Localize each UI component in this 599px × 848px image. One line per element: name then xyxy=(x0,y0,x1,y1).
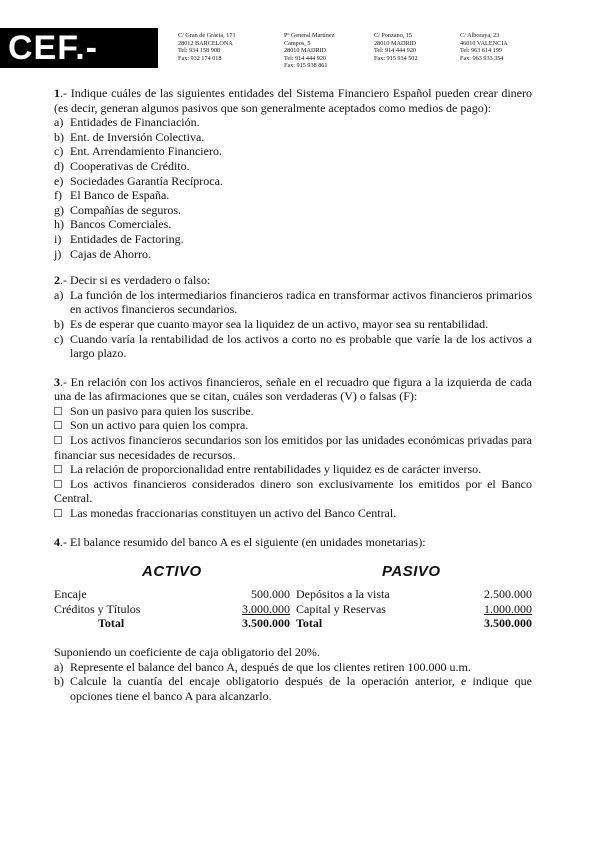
address-line: Tel: 963 614 199 xyxy=(460,47,503,55)
item-text: La relación de proporcionalidad entre rentabilidades y liquidez es de carácter inverso. xyxy=(70,462,482,477)
item-text: La función de los intermediarios financieros radica en transformar activos financieros primarios en activos financieros secundarios. xyxy=(70,287,532,317)
question-number: 4 xyxy=(54,534,60,549)
list-item xyxy=(54,188,532,203)
question-1 xyxy=(54,86,532,115)
item-text: Cooperativas de Crédito. xyxy=(70,158,190,173)
activo-value: 3.000.000 xyxy=(242,601,290,616)
item-marker: b) xyxy=(54,129,64,144)
item-text: Sociedades Garantía Recíproca. xyxy=(70,173,223,188)
address-line: Fax: 915 938 861 xyxy=(284,62,328,70)
address-line: Fax: 963 933 354 xyxy=(460,54,504,62)
question-3-statements xyxy=(54,404,532,521)
answer-checkbox[interactable] xyxy=(54,509,62,517)
activo-label: Encaje xyxy=(54,587,87,602)
item-text: Entidades de Factoring. xyxy=(70,231,184,246)
pasivo-heading: PASIVO xyxy=(382,563,441,581)
activo-total-label: Total xyxy=(98,616,125,631)
pasivo-label: Depósitos a la vista xyxy=(296,587,390,602)
pasivo-value: 1.000.000 xyxy=(484,601,532,616)
item-text: Bancos Comerciales. xyxy=(70,217,172,232)
item-text: Los activos financieros considerados dinero son exclusivamente los emitidos por el Banco Central. xyxy=(54,476,532,506)
item-text: Son un pasivo para quien los suscribe. xyxy=(70,403,254,418)
item-text: Calcule la cuantía del encaje obligatorio después de la operación anterior, e indique que opciones tiene el banco A para alcanzarlo. xyxy=(70,674,532,703)
item-text: Los activos financieros secundarios son los emitidos por las unidades económicas privadas para financiar sus necesidades de recursos. xyxy=(54,433,532,462)
list-item xyxy=(54,418,532,433)
answer-checkbox[interactable] xyxy=(54,480,62,488)
table-row xyxy=(54,602,532,617)
item-marker: a) xyxy=(54,659,64,674)
item-marker: h) xyxy=(54,217,64,232)
exercise-content xyxy=(54,86,532,703)
totals-row xyxy=(54,616,532,631)
list-item xyxy=(54,332,532,361)
list-item xyxy=(54,247,532,262)
pasivo-label: Capital y Reservas xyxy=(296,601,386,616)
item-text: El Banco de España. xyxy=(70,188,170,203)
list-item xyxy=(54,217,532,232)
list-item xyxy=(54,159,532,174)
question-text: .- Indique cuáles de las siguientes entidades del Sistema Financiero Español pueden crear dinero (es decir, generan algunos pasivos que son generalmente aceptados como medios de pago): xyxy=(54,86,532,115)
question-number: 1 xyxy=(54,86,60,100)
address-line: 28012 BARCELONA xyxy=(178,39,233,47)
list-item xyxy=(54,115,532,130)
list-item xyxy=(54,462,532,477)
address-line: Tel: 934 158 908 xyxy=(178,47,221,55)
balance-headers xyxy=(54,565,532,587)
list-item xyxy=(54,288,532,317)
pasivo-total-label: Total xyxy=(296,616,323,631)
item-text: Es de esperar que cuanto mayor sea la liquidez de un activo, mayor sea su rentabilidad. xyxy=(70,316,489,331)
item-text: Entidades de Financiación. xyxy=(70,115,200,130)
answer-checkbox[interactable] xyxy=(54,465,62,473)
answer-checkbox[interactable] xyxy=(54,436,62,444)
list-item xyxy=(54,203,532,218)
address-valencia xyxy=(460,32,508,62)
list-item xyxy=(54,404,532,419)
item-text: Compañías de seguros. xyxy=(70,202,181,217)
item-marker: b) xyxy=(54,674,64,689)
address-madrid-ponzano xyxy=(374,32,418,62)
address-line: Pº General Martínez xyxy=(284,32,335,39)
balance-table xyxy=(54,587,532,631)
item-marker: d) xyxy=(54,158,64,173)
question-3 xyxy=(54,375,532,404)
address-line: Fax: 915 934 502 xyxy=(374,54,418,62)
item-marker: c) xyxy=(54,331,64,346)
address-madrid-general xyxy=(284,32,334,70)
item-text: Cuando varía la rentabilidad de los activos a corto no es probable que varíe la de los activos a largo plazo. xyxy=(70,331,532,361)
question-4-tasks xyxy=(54,660,532,704)
reserve-coefficient-text: Suponiendo un coeficiente de caja obligatorio del 20%. xyxy=(54,645,320,659)
activo-total-value: 3.500.000 xyxy=(242,616,290,631)
question-number: 2 xyxy=(54,273,60,288)
item-marker: b) xyxy=(54,316,64,331)
list-item xyxy=(54,144,532,159)
question-number: 3 xyxy=(54,374,60,389)
item-marker: f) xyxy=(54,188,62,203)
address-line: 28010 MADRID xyxy=(284,47,327,55)
item-text: Son un activo para quien los compra. xyxy=(70,418,249,433)
address-line: Tel: 914 444 920 xyxy=(374,47,417,55)
address-line: Tel: 914 444 920 xyxy=(284,54,327,62)
cef-logo: CEF.- xyxy=(0,28,158,68)
pasivo-total-value: 3.500.000 xyxy=(484,616,532,631)
list-item xyxy=(54,674,532,703)
question-2 xyxy=(54,273,532,288)
address-line: C/ Ponzano, 15 xyxy=(374,32,412,39)
list-item xyxy=(54,506,532,521)
item-text: Cajas de Ahorro. xyxy=(70,246,151,261)
page-header xyxy=(0,22,599,82)
item-marker: a) xyxy=(54,115,64,130)
list-item xyxy=(54,317,532,332)
item-marker: e) xyxy=(54,173,64,188)
list-item xyxy=(54,174,532,189)
list-item xyxy=(54,130,532,145)
item-marker: g) xyxy=(54,202,64,217)
question-text: .- Decir si es verdadero o falso: xyxy=(60,273,211,288)
pasivo-value: 2.500.000 xyxy=(484,587,532,602)
activo-label: Créditos y Títulos xyxy=(54,601,141,616)
question-4 xyxy=(54,535,532,550)
question-text: .- En relación con los activos financieros, señale en el recuadro que figura a la izquierda de cada una de las afirmaciones que se citan, cuáles son verdaderas (V) o falsas (F): xyxy=(54,374,532,404)
list-item xyxy=(54,477,532,506)
list-item xyxy=(54,433,532,462)
question-1-options xyxy=(54,115,532,261)
activo-heading: ACTIVO xyxy=(142,563,202,581)
answer-checkbox[interactable] xyxy=(54,407,62,415)
item-text: Las monedas fraccionarias constituyen un activo del Banco Central. xyxy=(70,506,397,521)
item-text: Ent. Arrendamiento Financiero. xyxy=(70,144,222,159)
address-line: 28010 MADRID xyxy=(374,39,417,47)
item-marker: c) xyxy=(54,144,64,159)
address-line: C/ Gran de Gràcia, 171 xyxy=(178,32,236,39)
question-2-statements xyxy=(54,288,532,361)
item-text: Represente el balance del banco A, después de que los clientes retiren 100.000 u.m. xyxy=(70,659,471,674)
address-line: Fax: 932 174 018 xyxy=(178,54,222,62)
address-line: 46010 VALENCIA xyxy=(460,39,508,47)
item-marker: i) xyxy=(54,231,62,246)
address-barcelona xyxy=(178,32,236,62)
list-item xyxy=(54,232,532,247)
activo-value: 500.000 xyxy=(251,587,290,602)
address-line: Campos, 5 xyxy=(284,39,311,47)
answer-checkbox[interactable] xyxy=(54,421,62,429)
item-text: Ent. de Inversión Colectiva. xyxy=(70,129,205,144)
question-text: .- El balance resumido del banco A es el siguiente (en unidades monetarias): xyxy=(60,534,426,549)
item-marker: j) xyxy=(54,246,62,261)
item-marker: a) xyxy=(54,287,64,302)
list-item xyxy=(54,660,532,675)
table-row xyxy=(54,587,532,602)
address-line: C/ Alboraya, 23 xyxy=(460,32,500,39)
